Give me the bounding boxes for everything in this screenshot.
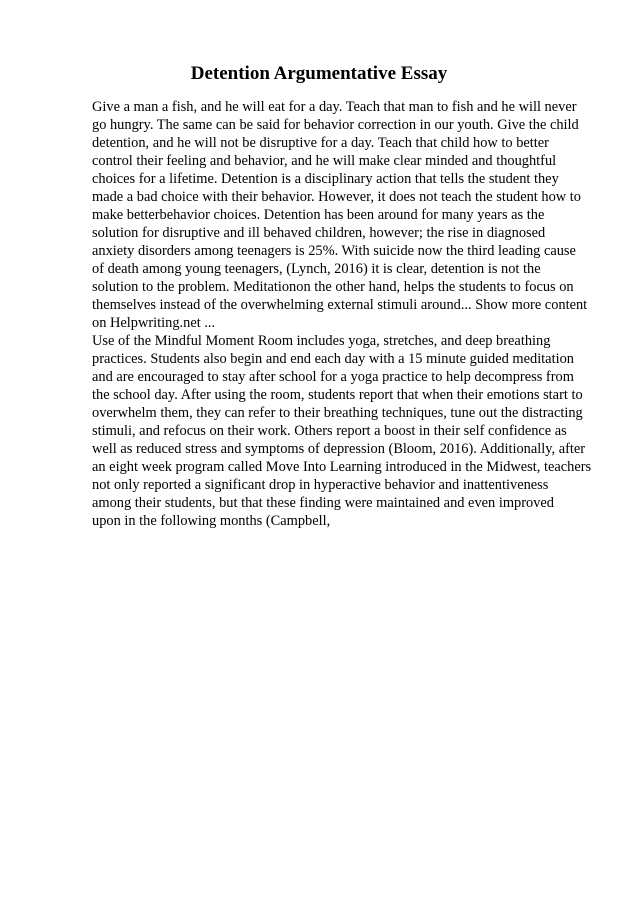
text-line: on Helpwriting.net ... (92, 315, 216, 331)
text-line: stimuli, and refocus on their work. Others report a boost in their self confidence as (92, 423, 567, 439)
text-line: control their feeling and behavior, and he will make clear minded and thoughtful (92, 153, 557, 169)
text-line: choices for a lifetime. Detention is a disciplinary action that tells the student they (92, 171, 559, 187)
text-line: Give a man a fish, and he will eat for a day. Teach that man to fish and he will never (92, 99, 577, 115)
text-line: overwhelm them, they can refer to their breathing techniques, tune out the distracting (92, 405, 583, 421)
text-line: among their students, but that these finding were maintained and even improved (92, 495, 554, 511)
text-line: and are encouraged to stay after school for a yoga practice to help decompress from (92, 369, 574, 385)
text-line: well as reduced stress and symptoms of depression (Bloom, 2016). Additionally, after (92, 441, 586, 457)
text-line: themselves instead of the overwhelming external stimuli around... Show more content (92, 297, 588, 313)
text-line: Use of the Mindful Moment Room includes yoga, stretches, and deep breathing (92, 333, 551, 349)
text-line: upon in the following months (Campbell, (92, 513, 331, 529)
text-line: of death among young teenagers, (Lynch, 2016) it is clear, detention is not the (92, 261, 541, 277)
text-line: make betterbehavior choices. Detention has been around for many years as the (92, 207, 545, 223)
text-line: practices. Students also begin and end each day with a 15 minute guided meditation (92, 351, 574, 367)
document-title: Detention Argumentative Essay (190, 63, 448, 84)
essay-body (92, 98, 612, 530)
text-line: anxiety disorders among teenagers is 25%. With suicide now the third leading cause (92, 243, 576, 259)
text-line: the school day. After using the room, students report that when their emotions start to (92, 387, 583, 403)
text-line: not only reported a significant drop in hyperactive behavior and inattentiveness (92, 477, 549, 493)
text-line: solution for disruptive and ill behaved children, however; the rise in diagnosed (92, 225, 546, 241)
text-line: solution to the problem. Meditationon the other hand, helps the students to focus on (92, 279, 574, 295)
text-line: an eight week program called Move Into Learning introduced in the Midwest, teachers (92, 459, 592, 475)
text-line: detention, and he will not be disruptive for a day. Teach that child how to better (92, 135, 549, 151)
text-line: made a bad choice with their behavior. However, it does not teach the student how to (92, 189, 581, 205)
text-line: go hungry. The same can be said for behavior correction in our youth. Give the child (92, 117, 579, 133)
